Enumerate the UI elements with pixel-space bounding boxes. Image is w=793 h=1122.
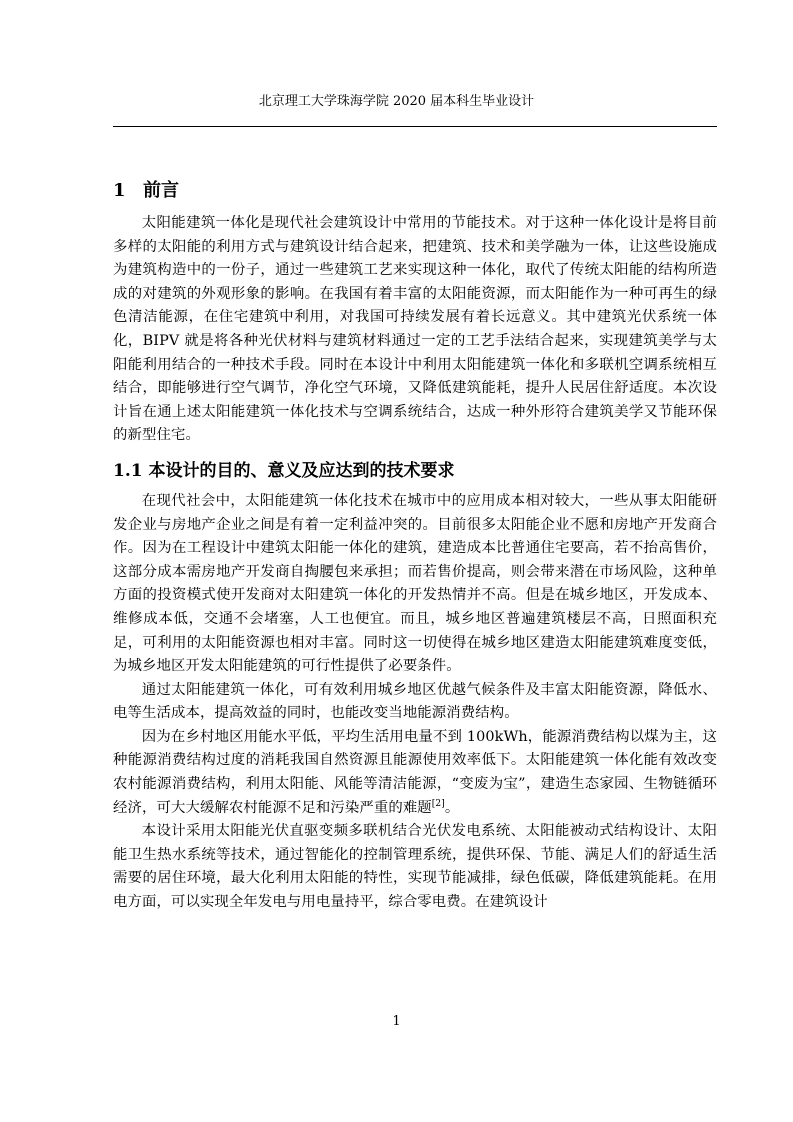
page-number: 1 [392, 1014, 401, 1029]
section-title: 前言 [143, 180, 179, 201]
body-paragraph-2: 通过太阳能建筑一体化，可有效利用城乡地区优越气候条件及丰富太阳能资源，降低水、电等生活成本，提高效益的同时，也能改变当地能源消费结构。 [113, 681, 717, 722]
section-number: 1 [113, 180, 126, 201]
body-paragraph-4: 本设计采用太阳能光伏直驱变频多联机结合光伏发电系统、太阳能被动式结构设计、太阳能卫生热水系统等技术，通过智能化的控制管理系统，提供环保、节能、满足人们的舒适生活需要的居住环境，最大化利用太阳能的特性，实现节能减排，绿色低碳，降低建筑能耗。在用电方面，可以实现全年发电与用电量持平，综合零电费。在建筑设计 [113, 823, 717, 911]
running-header: 北京理工大学珠海学院 2020 届本科生毕业设计 [258, 94, 535, 109]
body-paragraph-3 [113, 726, 717, 820]
subsection-heading-1-1: 1.1 本设计的目的、意义及应达到的技术要求 [113, 460, 455, 481]
body-paragraph-1: 在现代社会中，太阳能建筑一体化技术在城市中的应用成本相对较大，一些从事太阳能研发企业与房地产企业之间是有着一定利益冲突的。目前很多太阳能企业不愿和房地产开发商合作。因为在工程设计中建筑太阳能一体化的建筑，建造成本比普通住宅要高，若不抬高售价，这部分成本需房地产开发商自掏腰包来承担；而若售价提高，则会带来潜在市场风险，这种单方面的投资模式使开发商对太阳建筑一体化的开发热情并不高。但是在城乡地区，开发成本、维修成本低，交通不会堵塞，人工也便宜。而且，城乡地区普遍建筑楼层不高，日照面积充足，可利用的太阳能资源也相对丰富。同时这一切使得在城乡地区建造太阳能建筑难度变低，为城乡地区开发太阳能建筑的可行性提供了必要条件。 [113, 492, 717, 675]
page-body [113, 176, 717, 915]
header-rule [113, 126, 717, 127]
citation-reference[interactable]: [2] [431, 798, 445, 809]
section-heading-1 [113, 176, 717, 206]
body-paragraph-3-text: 因为在乡村地区用能水平低，平均生活用电量不到 100kWh，能源消费结构以煤为主，这种能源消费结构过度的消耗我国自然资源且能源使用效率低下。太阳能建筑一体化能有效改变农村能源消费结构，利用太阳能、风能等清洁能源，“变废为宝”，建造生态家园、生物链循环经济，可大大缓解农村能源不足和污染严重的难题 [113, 728, 717, 816]
citation-tail: 。 [444, 799, 460, 816]
intro-paragraph: 太阳能建筑一体化是现代社会建筑设计中常用的节能技术。对于这种一体化设计是将目前多样的太阳能的利用方式与建筑设计结合起来，把建筑、技术和美学融为一体，让这些设施成为建筑构造中的一份子，通过一些建筑工艺来实现这种一体化，取代了传统太阳能的结构所造成的对建筑的外观形象的影响。在我国有着丰富的太阳能资源，而太阳能作为一种可再生的绿色清洁能源，在住宅建筑中利用，对我国可持续发展有着长远意义。其中建筑光伏系统一体化，BIPV 就是将各种光伏材料与建筑材料通过一定的工艺手法结合起来，实现建筑美学与太阳能利用结合的一种技术手段。同时在本设计中利用太阳能建筑一体化和多联机空调系统相互结合，即能够进行空气调节，净化空气环境，又降低建筑能耗，提升人民居住舒适度。本次设计旨在通上述太阳能建筑一体化技术与空调系统结合，达成一种外形符合建筑美学又节能环保的新型住宅。 [113, 215, 717, 444]
